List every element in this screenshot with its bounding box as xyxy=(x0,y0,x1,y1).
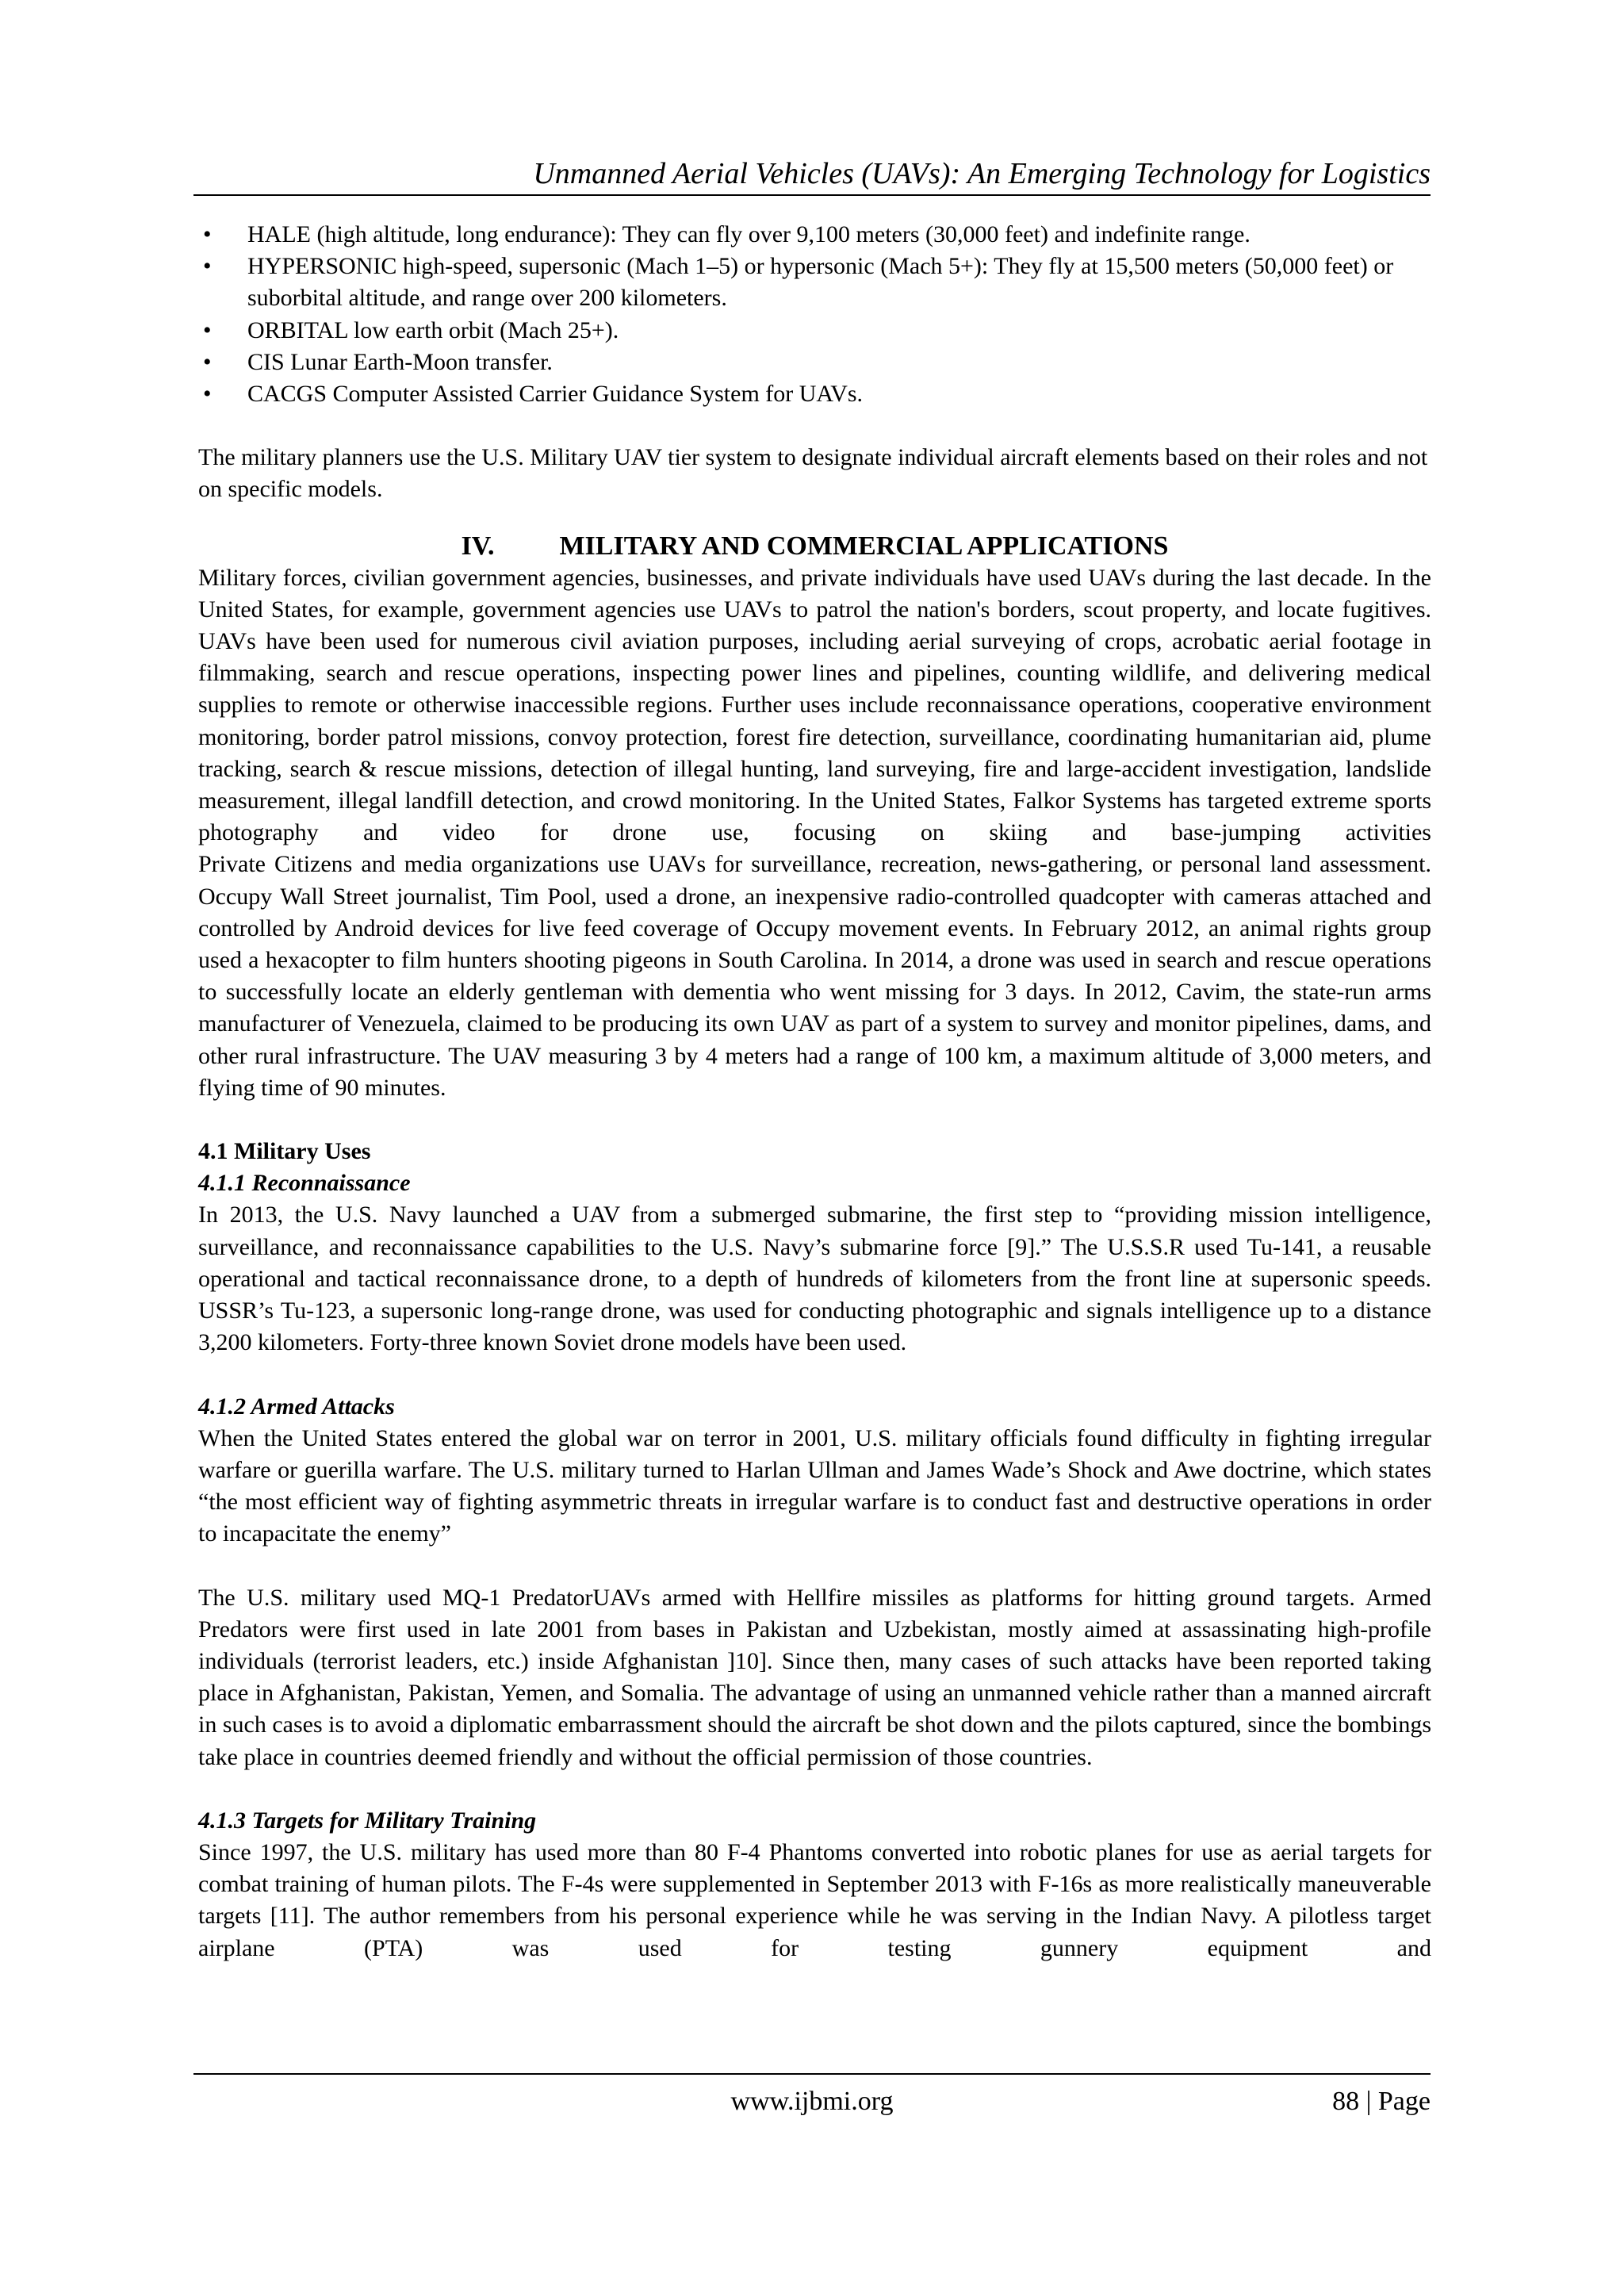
footer-url: www.ijbmi.org xyxy=(730,2087,894,2116)
armed-attacks-heading: 4.1.2 Armed Attacks xyxy=(198,1393,395,1420)
list-item-text: HYPERSONIC high-speed, supersonic (Mach 1–5) or hypersonic (Mach 5+): They fly at 15,500 meters (50,000 feet) or suborbital altitude, and range over 200 kilometers. xyxy=(247,253,1394,312)
page-number: 88 | Page xyxy=(1332,2087,1431,2116)
list-item-text: HALE (high altitude, long endurance): They can fly over 9,100 meters (30,000 feet) and indefinite range. xyxy=(247,221,1251,247)
list-item xyxy=(198,315,1431,347)
bullet-icon: • xyxy=(203,348,212,375)
reconnaissance-paragraph: In 2013, the U.S. Navy launched a UAV from a submerged submarine, the first step to “providing mission intelligence, surveillance, and reconnaissance capabilities to the U.S. Navy’s submarine force [9].” The U.S.S.R used Tu-141, a reusable operational and tactical reconnaissance drone, to a depth of hundreds of kilometers from the front line at supersonic speeds. USSR’s Tu-123, a supersonic long-range drone, was used for conducting photographic and signals intelligence up to a distance 3,200 kilometers. Forty-three known Soviet drone models have been used. xyxy=(198,1202,1431,1356)
uav-category-list xyxy=(198,219,1431,410)
list-item-text: CIS Lunar Earth-Moon transfer. xyxy=(247,348,553,375)
section-heading xyxy=(198,531,1431,562)
applications-paragraph: Military forces, civilian government agencies, businesses, and private individuals have used UAVs during the last decade. In the United States, for example, government agencies use UAVs to patrol the nation's borders, scout property, and locate fugitives. UAVs have been used for numerous civil aviation purposes, including aerial surveying of crops, acrobatic aerial footage in filmmaking, search and rescue operations, inspecting power lines and pipelines, counting wildlife, and delivering medical supplies to remote or otherwise inaccessible regions. Further uses include reconnaissance operations, cooperative environment monitoring, border patrol missions, convoy protection, forest fire detection, surveillance, coordinating humanitarian aid, plume tracking, search & rescue missions, detection of illegal hunting, land surveying, fire and large-accident investigation, landslide measurement, illegal landfill detection, and crowd monitoring. In the United States, Falkor Systems has targeted extreme sports photography and video for drone use, focusing on skiing and base-jumping activities xyxy=(198,564,1431,846)
list-item-text: ORBITAL low earth orbit (Mach 25+). xyxy=(247,316,619,343)
bullet-icon: • xyxy=(203,221,212,247)
bullet-icon: • xyxy=(203,316,212,343)
list-item xyxy=(198,251,1431,314)
military-uses-heading: 4.1 Military Uses xyxy=(198,1138,371,1165)
header-divider xyxy=(193,194,1431,196)
main-content xyxy=(198,219,1431,1964)
section-title: MILITARY AND COMMERCIAL APPLICATIONS xyxy=(559,531,1169,561)
footer-divider xyxy=(193,2073,1431,2075)
predator-paragraph: The U.S. military used MQ-1 PredatorUAVs armed with Hellfire missiles as platforms for hitting ground targets. Armed Predators were first used in late 2001 from bases in Pakistan and Uzbekistan, mostly aimed at assassinating high-profile individuals (terrorist leaders, etc.) inside Afghanistan ]10]. Since then, many cases of such attacks have been reported taking place in Afghanistan, Pakistan, Yemen, and Somalia. The advantage of using an unmanned vehicle rather than a manned aircraft in such cases is to avoid a diplomatic embarrassment should the aircraft be shot down and the pilots captured, since the bombings take place in countries deemed friendly and without the official permission of those countries. xyxy=(198,1584,1431,1770)
reconnaissance-heading: 4.1.1 Reconnaissance xyxy=(198,1170,411,1197)
bullet-icon: • xyxy=(203,253,212,280)
list-item xyxy=(198,347,1431,378)
tier-system-paragraph: The military planners use the U.S. Military UAV tier system to designate individual aircraft elements based on their roles and not on specific models. xyxy=(198,444,1428,503)
bullet-icon: • xyxy=(203,381,212,408)
armed-attacks-paragraph: When the United States entered the global war on terror in 2001, U.S. military officials found difficulty in fighting irregular warfare or guerilla warfare. The U.S. military turned to Harlan Ullman and James Wade’s Shock and Awe doctrine, which states “the most efficient way of fighting asymmetric threats in irregular warfare is to conduct fast and destructive operations in order to incapacitate the enemy” xyxy=(198,1424,1431,1547)
list-item-text: CACGS Computer Assisted Carrier Guidance System for UAVs. xyxy=(247,381,864,408)
running-header-title: Unmanned Aerial Vehicles (UAVs): An Emerging Technology for Logistics xyxy=(533,157,1431,190)
list-item xyxy=(198,219,1431,251)
section-number: IV. xyxy=(461,531,495,561)
applications-paragraph-continued: Private Citizens and media organizations use UAVs for surveillance, recreation, news-gathering, or personal land assessment. Occupy Wall Street journalist, Tim Pool, used a drone, an inexpensive radio-controlled quadcopter with cameras attached and controlled by Android devices for live feed coverage of Occupy movement events. In February 2012, an animal rights group used a hexacopter to film hunters shooting pigeons in South Carolina. In 2014, a drone was used in search and rescue operations to successfully locate an elderly gentleman with dementia who went missing for 3 days. In 2012, Cavim, the state-run arms manufacturer of Venezuela, claimed to be producing its own UAV as part of a system to survey and monitor pipelines, dams, and other rural infrastructure. The UAV measuring 3 by 4 meters had a range of 100 km, a maximum altitude of 3,000 meters, and flying time of 90 minutes. xyxy=(198,851,1431,1101)
targets-training-paragraph: Since 1997, the U.S. military has used more than 80 F-4 Phantoms converted into robotic planes for use as aerial targets for combat training of human pilots. The F-4s were supplemented in September 2013 with F-16s as more realistically maneuverable targets [11]. The author remembers from his personal experience while he was serving in the Indian Navy. A pilotless target airplane (PTA) was used for testing gunnery equipment and xyxy=(198,1838,1431,1961)
targets-training-heading: 4.1.3 Targets for Military Training xyxy=(198,1807,537,1834)
list-item xyxy=(198,378,1431,410)
